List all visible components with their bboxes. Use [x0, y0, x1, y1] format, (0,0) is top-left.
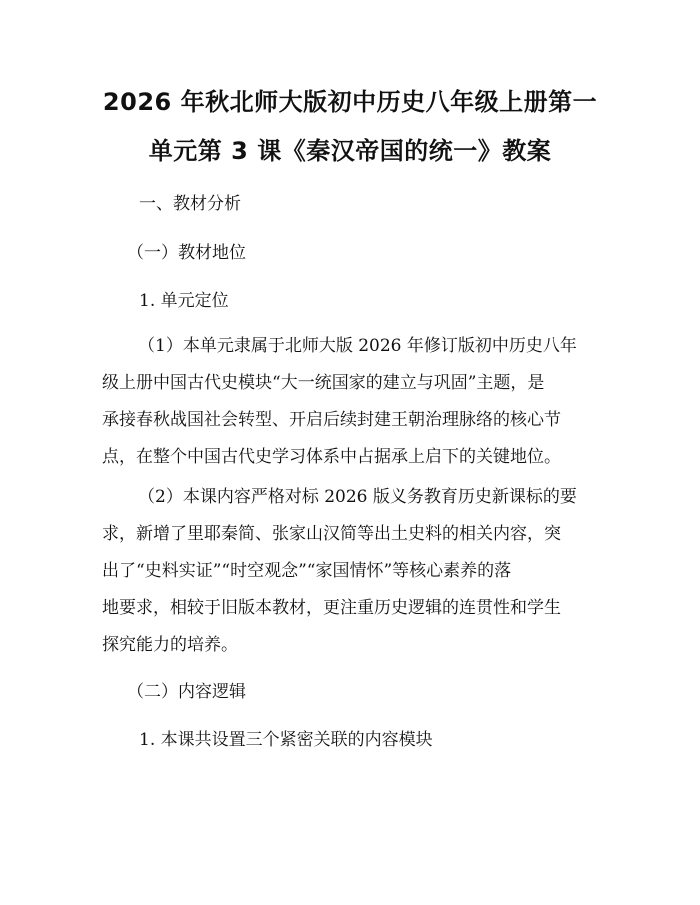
item-heading-unit-position: 1. 单元定位 — [139, 291, 229, 311]
paragraph-line: 地要求，相较于旧版本教材，更注重历史逻辑的连贯性和学生 — [102, 598, 561, 618]
section-heading-textbook-analysis: 一、教材分析 — [139, 194, 241, 214]
paragraph-unit-position-1 — [102, 334, 602, 482]
item-heading-content-modules: 1. 本课共设置三个紧密关联的内容模块 — [139, 730, 433, 750]
paragraph-line: 出了“史料实证”“时空观念”“家国情怀”等核心素养的落 — [102, 561, 512, 581]
document-title-line-1: 2026 年秋北师大版初中历史八年级上册第一 — [102, 88, 598, 116]
paragraph-line: （1）本单元隶属于北师大版 2026 年修订版初中历史八年 — [138, 336, 577, 356]
subsection-heading-content-logic: （二）内容逻辑 — [127, 682, 246, 702]
paragraph-line: 求，新增了里耶秦简、张家山汉简等出土史料的相关内容，突 — [102, 524, 561, 544]
subsection-heading-textbook-status: （一）教材地位 — [127, 243, 246, 263]
paragraph-line: 级上册中国古代史模块“大一统国家的建立与巩固”主题，是 — [102, 373, 545, 393]
paragraph-line: 点，在整个中国古代史学习体系中占据承上启下的关键地位。 — [102, 447, 561, 467]
paragraph-line: 探究能力的培养。 — [102, 635, 238, 655]
paragraph-line: （2）本课内容严格对标 2026 版义务教育历史新课标的要 — [138, 487, 577, 507]
paragraph-line: 承接春秋战国社会转型、开启后续封建王朝治理脉络的核心节 — [102, 410, 561, 430]
document-title-line-2: 单元第 3 课《秦汉帝国的统一》教案 — [148, 137, 552, 165]
paragraph-unit-position-2 — [102, 485, 602, 670]
